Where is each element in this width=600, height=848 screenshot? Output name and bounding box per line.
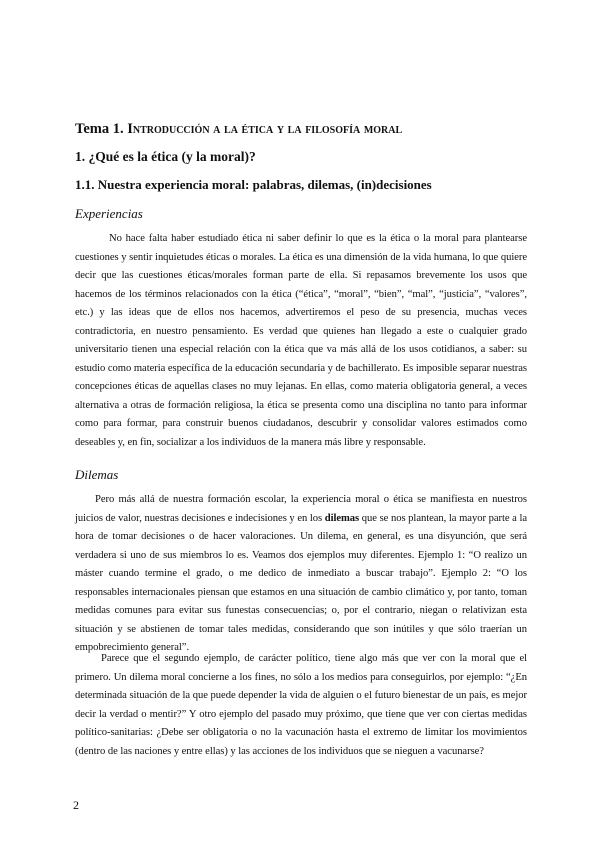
subsection-heading: 1.1. Nuestra experiencia moral: palabras, dilemas, (in)decisiones xyxy=(75,177,432,192)
page-number: 2 xyxy=(73,798,79,812)
chapter-title: Introducción a la ética y la filosofía moral xyxy=(127,121,403,137)
dilemas-paragraph xyxy=(75,491,527,658)
experiencias-paragraph: No hace falta haber estudiado ética ni saber definir lo que es la ética o la moral para plantearse cuestiones y sentir inquietudes éticas o morales. La ética es una dimensión de la vida humana, lo que quiere decir que las cuestiones éticas/morales forman parte de ella. Si repasamos brevemente los usos que hacemos de los términos relacionados con la ética (“ética”, “moral”, “bien”, “mal”, “justicia”, “valores”, etc.) y las ideas que de ellos nos hacemos, advertiremos el peso de su presencia, muchas veces contradictoria, en nuestro pensamiento. Es verdad que quienes han llegado a este o cualquier grado universitario tienen una especial relación con la ética que va más allá de los usos cotidianos, a saber: su estudio como materia específica de la educación secundaria y de bachillerato. Es imposible separar nuestras concepciones éticas de aquellas clases no muy lejanas. En ellas, como materia obligatoria general, a veces alternativa a otras de formación religiosa, la ética se presenta como una disciplina no tanto para informar como para formar, para construir buenos ciudadanos, descubrir y consolidar valores estimados como deseables y, en fin, socializar a los individuos de la manera más libre y responsable. xyxy=(75,233,527,449)
experiencias-heading: Experiencias xyxy=(75,206,143,221)
ejemplos-paragraph: Parece que el segundo ejemplo, de carácter político, tiene algo más que ver con la moral que el primero. Un dilema moral concierne a los fines, no sólo a los medios para conseguirlos, por ejemplo: “¿En determinada situación de la que puede depender la vida de alguien o el futuro bienestar de un país, es mejor decir la verdad o mentir?” Y otro ejemplo del pasado muy próximo, que tiene que ver con ciertas medidas político-sanitarias: ¿Debe ser obligatoria o no la vacunación hasta el extremo de limitar los movimientos (dentro de las naciones y entre ellas) y las acciones de los individuos que se nieguen a vacunarse? xyxy=(75,653,527,757)
dilemas-text-end: que se nos plantean, la mayor parte a la hora de tomar decisiones o de hacer valoraciones. Un dilema, en general, es una disyunción, que será verdadera si uno de sus miembros lo es. Veamos dos ejemplos muy diferentes. Ejemplo 1: “O realizo un máster cuando termine el grado, o me dedico de inmediato a buscar trabajo”. Ejemplo 2: “O los responsables internacionales piensan que estamos en una situación de cambio climático y, por tanto, toman medidas comunes para evitar sus funestas consecuencias; o, por el contrario, niegan o relativizan esta situación y se abstienen de tomar tales medidas, considerando que son inútiles y que sólo traerían un empobrecimiento general”. xyxy=(75,512,527,654)
dilemas-heading: Dilemas xyxy=(75,467,119,482)
section-heading: 1. ¿Qué es la ética (y la moral)? xyxy=(75,149,256,164)
dilemas-text-start: Pero más allá de nuestra formación escolar, la experiencia moral o ética se manifiesta en nuestros juicios de valor, nuestras decisiones e indecisiones y en los xyxy=(75,494,527,524)
dilemas-bold-term: dilemas xyxy=(324,512,360,524)
chapter-heading xyxy=(75,121,535,138)
chapter-prefix: Tema 1. xyxy=(75,121,128,137)
